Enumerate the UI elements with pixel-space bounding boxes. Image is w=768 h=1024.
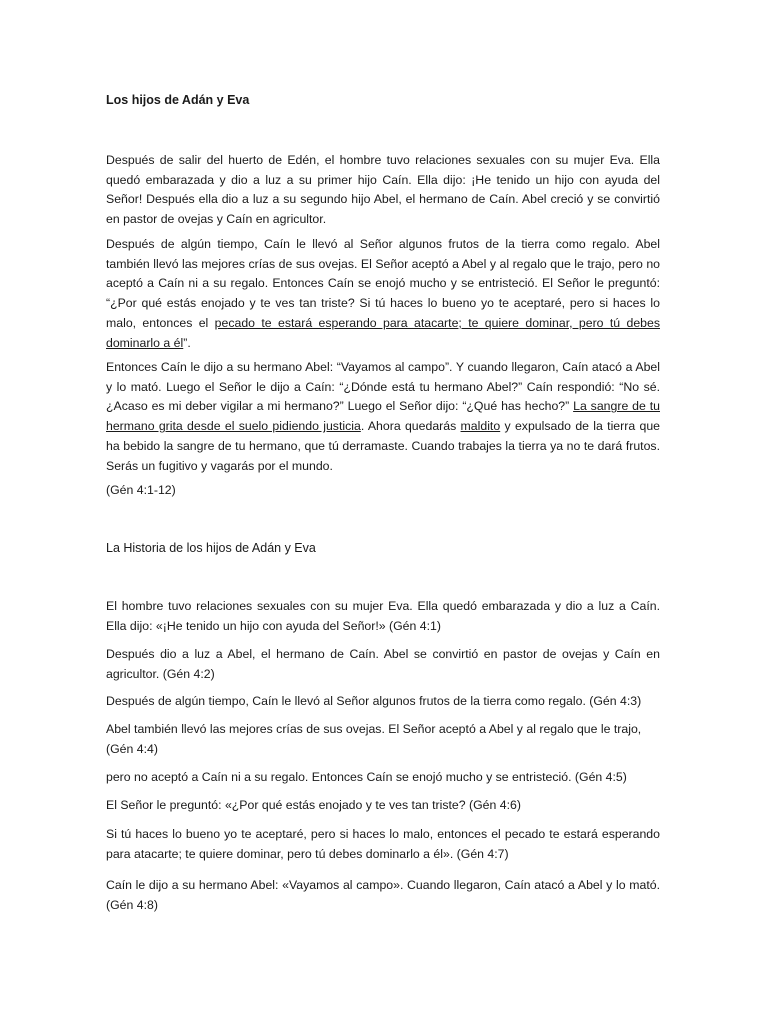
story-paragraph-2-text: Después de algún tiempo, Caín le llevó al Señor algunos frutos de la tierra como regalo. Abel también llevó las mejores crías de sus ovejas. El Señor aceptó a Abel y al regalo que le trajo, pero no aceptó a Caín ni a su regalo. Entonces Caín se enojó mucho y se entristeció. El Señor le preguntó: “¿Por qué estás enojado y te ves tan triste? Si tú haces lo bueno yo te aceptaré, pero si haces lo malo, entonces el — [106, 237, 660, 330]
story-paragraph-2-end: ”. — [183, 335, 191, 350]
story-reference: (Gén 4:1-12) — [106, 483, 176, 497]
story-paragraph-2 — [106, 235, 660, 353]
verse-paragraph: Después dio a luz a Abel, el hermano de Caín. Abel se convirtió en pastor de ovejas y Caín en agricultor. (Gén 4:2) — [106, 647, 660, 681]
verse-paragraph: El Señor le preguntó: «¿Por qué estás enojado y te ves tan triste? (Gén 4:6) — [106, 798, 521, 812]
verse-paragraph: El hombre tuvo relaciones sexuales con su mujer Eva. Ella quedó embarazada y dio a luz a Caín. Ella dijo: «¡He tenido un hijo con ayuda del Señor!» (Gén 4:1) — [106, 599, 660, 633]
verse-paragraph: Después de algún tiempo, Caín le llevó al Señor algunos frutos de la tierra como regalo. (Gén 4:3) — [106, 694, 642, 708]
story-paragraph-3-text-3: y expulsado de la tierra que ha bebido la sangre de tu hermano, que tú derramaste. Cuando trabajes la tierra ya no te dará frutos. Serás un fugitivo y vagarás por el mundo. — [106, 419, 660, 473]
underlined-quote: pecado te estará esperando para atacarte; te quiere dominar, pero tú debes dominarlo a él — [106, 315, 660, 350]
story-paragraph-3-text-2: . Ahora quedarás — [360, 419, 461, 434]
verse-paragraph: Caín le dijo a su hermano Abel: «Vayamos al campo». Cuando llegaron, Caín atacó a Abel y lo mató. (Gén 4:8) — [106, 878, 660, 912]
story-paragraph-1: Después de salir del huerto de Edén, el hombre tuvo relaciones sexuales con su mujer Eva. Ella quedó embarazada y dio a luz a su primer hijo Caín. Ella dijo: ¡He tenido un hijo con ayuda del Señor! Después ella dio a luz a su segundo hijo Abel, el hermano de Caín. Abel creció y se convirtió en pastor de ovejas y Caín en agricultor. — [106, 153, 660, 227]
document-title: Los hijos de Adán y Eva — [106, 93, 250, 107]
underlined-maldito: maldito — [460, 419, 501, 434]
story-paragraph-3 — [106, 358, 660, 476]
verse-paragraph: Abel también llevó las mejores crías de sus ovejas. El Señor aceptó a Abel y al regalo que le trajo, (Gén 4:4) — [106, 722, 642, 756]
verse-paragraph: pero no aceptó a Caín ni a su regalo. Entonces Caín se enojó mucho y se entristeció. (Gén 4:5) — [106, 770, 627, 784]
story-paragraph-3-text-1: Entonces Caín le dijo a su hermano Abel: “Vayamos al campo”. Y cuando llegaron, Caín atacó a Abel y lo mató. Luego el Señor le dijo a Caín: “¿Dónde está tu hermano Abel?” Caín respondió: “No sé. ¿Acaso es mi deber vigilar a mi hermano?” Luego el Señor dijo: “¿Qué has hecho?” — [106, 360, 660, 414]
section-subtitle: La Historia de los hijos de Adán y Eva — [106, 541, 316, 555]
verse-paragraph: Si tú haces lo bueno yo te aceptaré, pero si haces lo malo, entonces el pecado te estará esperando para atacarte; te quiere dominar, pero tú debes dominarlo a él». (Gén 4:7) — [106, 827, 660, 861]
underlined-blood-phrase: La sangre de tu hermano grita desde el suelo pidiendo justicia — [106, 399, 660, 434]
